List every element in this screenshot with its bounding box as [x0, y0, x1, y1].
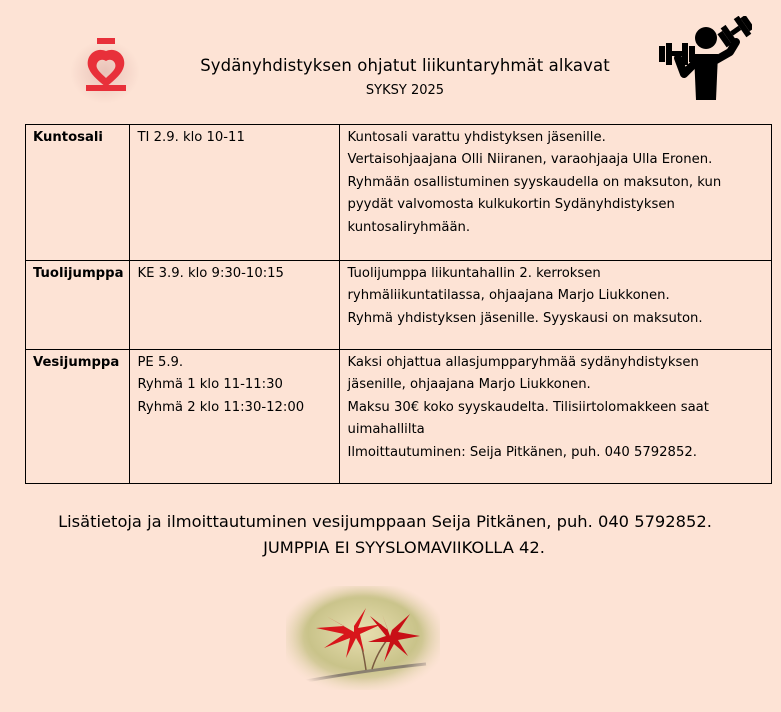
- group-info: [340, 125, 772, 261]
- info-line: Ryhmä yhdistyksen jäsenille. Syyskausi on maksuton.: [347, 310, 703, 326]
- table-row: [26, 261, 772, 350]
- group-time: [130, 125, 340, 261]
- time-line: PE 5.9.: [137, 355, 184, 370]
- group-name: Kuntosali: [26, 125, 130, 261]
- group-name: Tuolijumppa: [26, 261, 130, 350]
- page-subtitle: SYKSY 2025: [365, 83, 445, 98]
- red-autumn-maple-leaves-image: [286, 586, 440, 690]
- time-line: Ryhmä 1 klo 11-11:30: [137, 377, 283, 393]
- info-line: kuntosaliryhmään.: [347, 219, 471, 235]
- info-line: pyydät valvomosta kulkukortin Sydänyhdistyksen: [347, 197, 675, 213]
- info-line: uimahallilta: [347, 422, 425, 438]
- group-time: [130, 350, 340, 484]
- group-info: [340, 350, 772, 484]
- no-classes-notice: JUMPPIA EI SYYSLOMAVIIKOLLA 42.: [263, 538, 545, 557]
- heart-association-logo-icon: [76, 32, 136, 100]
- time-line: KE 3.9. klo 9:30-10:15: [137, 266, 284, 281]
- info-line: ryhmäliikuntatilassa, ohjaajana Marjo Liukkonen.: [347, 288, 670, 304]
- schedule-table: [25, 124, 772, 484]
- info-line: Ilmoittautuminen: Seija Pitkänen, puh. 040 5792852.: [347, 444, 697, 460]
- time-line: Ryhmä 2 klo 11:30-12:00: [137, 399, 305, 415]
- info-line: jäsenille, ohjaajana Marjo Liukkonen.: [347, 377, 591, 393]
- info-line: Tuolijumppa liikuntahallin 2. kerroksen: [347, 266, 601, 281]
- person-lifting-dumbbells-icon: [656, 16, 752, 104]
- group-info: [340, 261, 772, 350]
- table-row: [26, 125, 772, 261]
- info-line: Kaksi ohjattua allasjumpparyhmää sydänyhdistyksen: [347, 355, 699, 370]
- info-line: Kuntosali varattu yhdistyksen jäsenille.: [347, 130, 606, 145]
- page-title: Sydänyhdistyksen ohjatut liikuntaryhmät alkavat: [200, 56, 610, 75]
- time-line: TI 2.9. klo 10-11: [137, 130, 245, 145]
- table-row: [26, 350, 772, 484]
- group-name: Vesijumppa: [26, 350, 130, 484]
- info-line: Vertaisohjaajana Olli Niiranen, varaohjaaja Ulla Eronen.: [347, 152, 713, 168]
- info-line: Maksu 30€ koko syyskaudelta. Tilisiirtolomakkeen saat: [347, 399, 709, 415]
- contact-info-text: Lisätietoja ja ilmoittautuminen vesijumppaan Seija Pitkänen, puh. 040 5792852.: [58, 512, 712, 531]
- info-line: Ryhmään osallistuminen syyskaudella on maksuton, kun: [347, 174, 722, 190]
- group-time: [130, 261, 340, 350]
